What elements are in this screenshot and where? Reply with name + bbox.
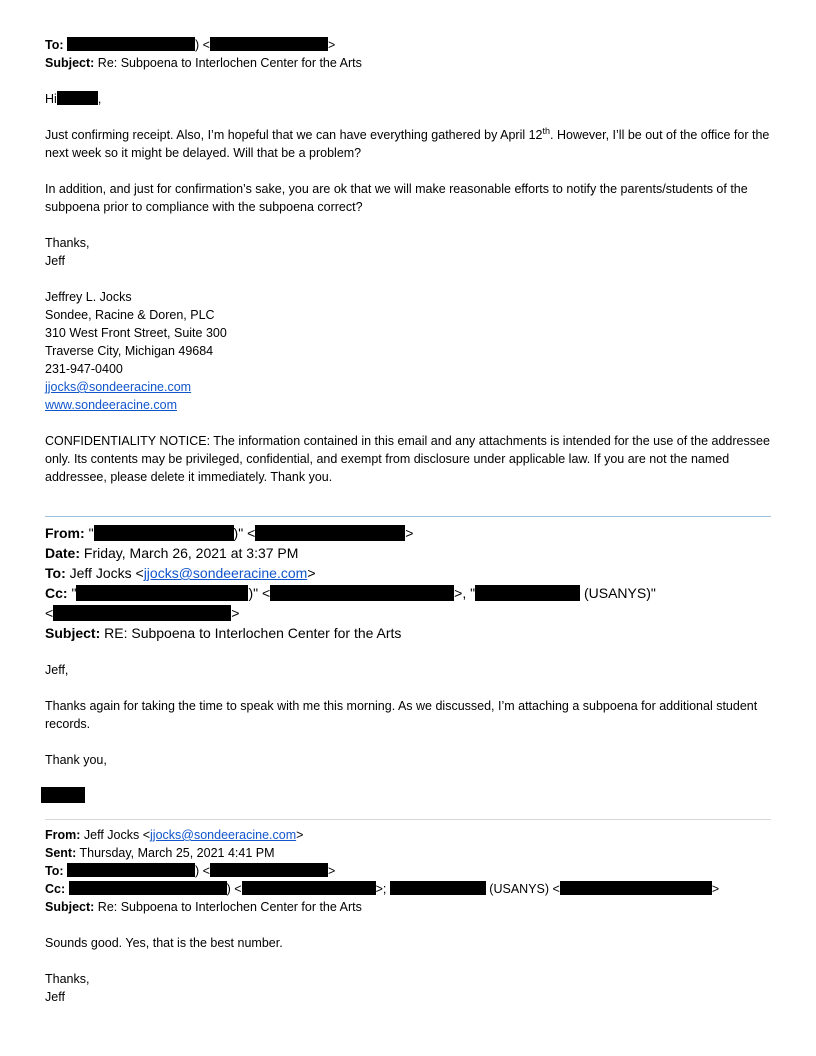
- bottom-from-email-link[interactable]: jjocks@sondeeracine.com: [150, 828, 297, 842]
- middle-email-body: [45, 643, 771, 807]
- redaction-bar: [210, 863, 328, 877]
- redaction-bar: [255, 525, 405, 541]
- bottom-cc-line: Cc: ) < >; (USANYS) < >: [45, 882, 720, 896]
- middle-body-paragraph: Thanks again for taking the time to speak with me this morning. As we discussed, I’m attaching a subpoena for additional student records.: [45, 699, 758, 731]
- middle-from-line: From: " )" < >: [45, 525, 414, 541]
- redacted-signature: [41, 787, 85, 803]
- body-paragraph-1: Just confirming receipt. Also, I’m hopeful that we can have everything gathered by April 12th. However, I’ll be out of the office for the next week so it might be delayed. Will that be a problem?: [45, 126, 770, 160]
- bottom-subject-line: Subject: Re: Subpoena to Interlochen Center for the Arts: [45, 900, 362, 914]
- signature-name: Jeffrey L. Jocks: [45, 290, 132, 304]
- greeting: Hi ,: [45, 92, 102, 106]
- redaction-bar: [76, 585, 248, 601]
- signature-email-link[interactable]: jjocks@sondeeracine.com: [45, 380, 192, 394]
- middle-to-line: To: Jeff Jocks <jjocks@sondeeracine.com>: [45, 565, 316, 581]
- separator-line: [45, 516, 771, 517]
- redaction-bar: [475, 585, 580, 601]
- middle-to-email-link[interactable]: jjocks@sondeeracine.com: [143, 565, 308, 581]
- signature-website-link[interactable]: www.sondeeracine.com: [45, 398, 178, 412]
- separator-line-2: [45, 819, 771, 820]
- bottom-signoff: Jeff: [45, 990, 65, 1004]
- middle-cc-line-2: < >: [45, 605, 240, 621]
- top-email: [45, 36, 771, 486]
- to-label: To:: [45, 38, 64, 52]
- top-subject-line: [45, 54, 771, 72]
- redaction-bar: [390, 881, 486, 895]
- bottom-email: [45, 826, 771, 1006]
- redaction-bar: [270, 585, 454, 601]
- body-paragraph-2: In addition, and just for confirmation’s sake, you are ok that we will make reasonable efforts to notify the parents/students of the subpoena prior to compliance with the subpoena correct?: [45, 182, 748, 214]
- bottom-closing: Thanks,: [45, 972, 90, 986]
- signoff: Jeff: [45, 254, 65, 268]
- confidentiality-notice: CONFIDENTIALITY NOTICE: The information contained in this email and any attachments is intended for the use of the addressee only. Its contents may be privileged, confidential, and exempt from disclosure under applicable law. If you are not the named addressee, please delete it immediately. Thank you.: [45, 434, 770, 484]
- redaction-bar: [53, 605, 231, 621]
- redaction-bar: [67, 37, 195, 51]
- closing: Thanks,: [45, 236, 90, 250]
- redaction-bar: [94, 525, 234, 541]
- signature-block: [45, 288, 771, 414]
- redaction-bar: [57, 91, 98, 105]
- bottom-sent-line: Sent: Thursday, March 25, 2021 4:41 PM: [45, 846, 275, 860]
- top-to-line: To: ) < >: [45, 38, 336, 52]
- subject-text: Re: Subpoena to Interlochen Center for the Arts: [97, 56, 362, 70]
- redaction-bar: [242, 881, 376, 895]
- subject-label: Subject:: [45, 56, 95, 70]
- middle-email-header: [45, 523, 771, 643]
- signature-firm: Sondee, Racine & Doren, PLC: [45, 308, 215, 322]
- redaction-bar: [67, 863, 195, 877]
- email-thread: [45, 36, 771, 1006]
- signature-address-1: 310 West Front Street, Suite 300: [45, 326, 227, 340]
- redaction-bar: [210, 37, 328, 51]
- bottom-from-line: From: Jeff Jocks <jjocks@sondeeracine.com>: [45, 828, 304, 842]
- redaction-bar: [560, 881, 712, 895]
- bottom-body: Sounds good. Yes, that is the best number.: [45, 936, 283, 950]
- redaction-bar: [69, 881, 227, 895]
- middle-subject-line: Subject: RE: Subpoena to Interlochen Center for the Arts: [45, 625, 402, 641]
- bottom-to-line: To: ) < >: [45, 864, 336, 878]
- signature-address-2: Traverse City, Michigan 49684: [45, 344, 214, 358]
- middle-closing: Thank you,: [45, 753, 107, 767]
- signature-phone: 231-947-0400: [45, 362, 123, 376]
- middle-cc-line: Cc: " )" < >, " (USANYS)": [45, 585, 656, 601]
- middle-greeting: Jeff,: [45, 663, 69, 677]
- middle-date-line: Date: Friday, March 26, 2021 at 3:37 PM: [45, 545, 299, 561]
